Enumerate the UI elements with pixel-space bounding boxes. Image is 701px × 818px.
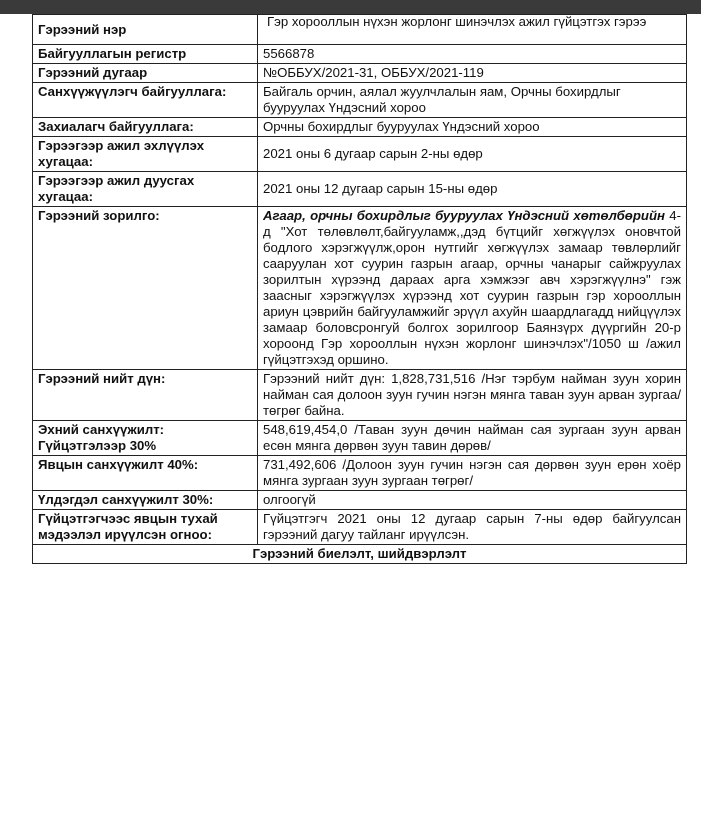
label-objective: Гэрээний зорилго:: [33, 207, 258, 370]
label-remaining-funding: Үлдэгдэл санхүүжилт 30%:: [33, 491, 258, 510]
value-initial-funding: 548,619,454,0 /Таван зуун дөчин найман сая зургаан зуун арван есөн мянга дөрвөн зуун тавин дөрөв/: [258, 421, 687, 456]
row-total-amount: [33, 370, 687, 421]
value-client-org: Орчны бохирдлыг бууруулах Үндэсний хороо: [258, 118, 687, 137]
value-remaining-funding: олгоогүй: [258, 491, 687, 510]
section-footer-title: Гэрээний биелэлт, шийдвэрлэлт: [33, 545, 687, 564]
contract-document: [32, 14, 682, 564]
row-remaining-funding: [33, 491, 687, 510]
value-contract-name: Гэр хорооллын нүхэн жорлонг шинэчлэх ажил гүйцэтгэх гэрээ: [258, 15, 687, 45]
label-progress-report: Гүйцэтгэгчээс явцын тухай мэдээлэл ирүүлсэн огноо:: [33, 510, 258, 545]
value-end-date: 2021 оны 12 дугаар сарын 15-ны өдөр: [258, 172, 687, 207]
label-total-amount: Гэрээний нийт дүн:: [33, 370, 258, 421]
row-progress-funding: [33, 456, 687, 491]
row-end-date: [33, 172, 687, 207]
row-start-date: [33, 137, 687, 172]
value-objective: [258, 207, 687, 370]
value-start-date: 2021 оны 6 дугаар сарын 2-ны өдөр: [258, 137, 687, 172]
label-initial-funding: Эхний санхүүжилт: Гүйцэтгэлээр 30%: [33, 421, 258, 456]
value-org-register: 5566878: [258, 45, 687, 64]
value-progress-funding: 731,492,606 /Долоон зуун гучин нэгэн сая дөрвөн зуун ерөн хоёр мянга зургаан зуун зургаан төгрөг/: [258, 456, 687, 491]
value-total-amount: Гэрээний нийт дүн: 1,828,731,516 /Нэг тэрбум найман зуун хорин найман сая долоон зуун гучин нэгэн мянга таван зуун арван зургаа/ төгрөг байна.: [258, 370, 687, 421]
label-end-date: Гэрээгээр ажил дуусгах хугацаа:: [33, 172, 258, 207]
label-start-date: Гэрээгээр ажил эхлүүлэх хугацаа:: [33, 137, 258, 172]
row-client-org: [33, 118, 687, 137]
value-contract-number: №ОББУХ/2021-31, ОББУХ/2021-119: [258, 64, 687, 83]
row-objective: [33, 207, 687, 370]
row-org-register: [33, 45, 687, 64]
objective-text: 4-д "Хот төлөвлөлт,байгууламж,,дэд бүтцийг хөгжүүлэх оновчтой бодлого хэрэгжүүлж,орон нутгийг хөгжүүлэх замаар төвлөрлийг сааруулан хот суурин газрын агаар, орчны чанарыг сайжруулах зорилтын хүрээнд дараах арга хэмжээг авч хэрэгжүүлнэ" гэж заасныг хэрэгжүүлэх хүрээнд хот суурин газрын гэр хорооллын ариун цэврийн байгууламжийг эрүүл ахуйн шаардлагадд нийцүүлэх замаар боловсронгуй болгох зорилгоор Баянзүрх дүүргийн 20-р хороонд Гэр хорооллын нүхэн жорлонг шинэчлэх"/1050 ш /ажил гүйцэтгэхэд оршино.: [263, 208, 682, 367]
label-financing-org: Санхүүжүүлэгч байгууллага:: [33, 83, 258, 118]
label-client-org: Захиалагч байгууллага:: [33, 118, 258, 137]
row-contract-number: [33, 64, 687, 83]
label-progress-funding: Явцын санхүүжилт 40%:: [33, 456, 258, 491]
row-initial-funding: [33, 421, 687, 456]
label-org-register: Байгууллагын регистр: [33, 45, 258, 64]
row-financing-org: [33, 83, 687, 118]
row-progress-report: [33, 510, 687, 545]
value-progress-report: Гүйцэтгэгч 2021 оны 12 дугаар сарын 7-ны өдөр байгуулсан гэрээний дагуу тайланг ирүүлсэн.: [258, 510, 687, 545]
label-contract-number: Гэрээний дугаар: [33, 64, 258, 83]
objective-program-name: Агаар, орчны бохирдлыг бууруулах Үндэсний хөтөлбөрийн: [263, 208, 665, 223]
row-contract-name: [33, 15, 687, 45]
contract-info-table: [32, 14, 687, 564]
value-financing-org: Байгаль орчин, аялал жуулчлалын яам, Орчны бохирдлыг бууруулах Үндэсний хороо: [258, 83, 687, 118]
row-footer: [33, 545, 687, 564]
label-contract-name: Гэрээний нэр: [33, 15, 258, 45]
window-top-bar: [0, 0, 701, 14]
